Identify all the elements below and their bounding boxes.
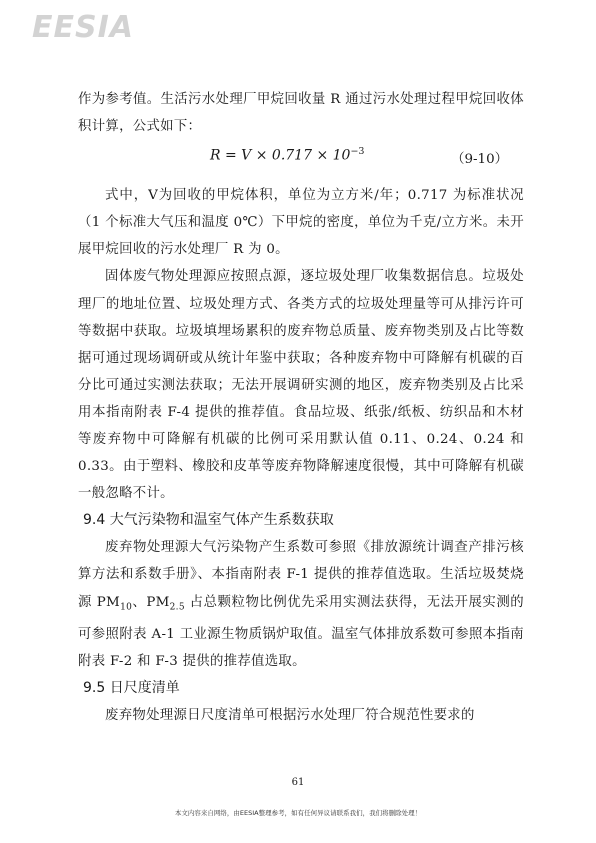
equation-9-10 <box>78 140 524 182</box>
paragraph-variable-definition: 式中，V为回收的甲烷体积，单位为立方米/年；0.717 为标准状况（1 个标准大气压和温度 0℃）下甲烷的密度，单位为千克/立方米。未开展甲烷回收的污水处理厂 R 为 0。 <box>78 188 524 258</box>
equation-expression: $R = V \times 0.717 \times 10^{-3}$ <box>210 146 365 164</box>
eesia-watermark-logo: EESIA <box>32 10 134 45</box>
equation-number: （9-10） <box>451 152 508 168</box>
paragraph-solid-waste: 固体废气物处理源应按照点源，逐垃圾处理厂收集数据信息。垃圾处理厂的地址位置、垃圾处理方式、各类方式的垃圾处理量等可从排污许可等数据中获取。垃圾填埋场累积的废弃物总质量、废弃物类别及占比等数据可通过现场调研或从统计年鉴中获取；各种废弃物中可降解有机碳的百分比可通过实测法获取；无法开展调研实测的地区，废弃物类别及占比采用本指南附表 F-4 提供的推荐值。食品垃圾、纸张/纸板、纺织品和木材等废弃物中可降解有机碳的比例可采用默认值 0.11、0.24、0.24 和 0.33。由于塑料、橡胶和皮革等废弃物降解速度很慢，其中可降解有机碳一般忽略不计。 <box>78 269 524 502</box>
paragraph-methane-recovery: 作为参考值。生活污水处理厂甲烷回收量 R 通过污水处理过程甲烷回收体积计算，公式如下： <box>78 92 524 135</box>
footer-disclaimer: 本文内容来自网络，由EESIA整理参考，如有任何异议请联系我们，我们将删除处理！ <box>174 809 422 817</box>
document-body <box>78 86 524 730</box>
section-heading-9-5: 9.5 日尺度清单 <box>83 680 180 697</box>
page-number: 61 <box>291 777 305 788</box>
section-heading-9-4: 9.4 大气污染物和温室气体产生系数获取 <box>83 512 334 529</box>
paragraph-daily-inventory: 废弃物处理源日尺度清单可根据污水处理厂符合规范性要求的 <box>105 708 475 724</box>
paragraph-emission-factors: 废弃物处理源大气污染物产生系数可参照《排放源统计调查产排污核算方法和系数手册》、本指南附表 F-1 提供的推荐值选取。生活垃圾焚烧源 $PM_{10}$、$PM_{2.5}$ 占总颗粒物比例优先采用实测法获得，无法开展实测的可参照附表 A-1 工业源生物质锅炉取值。温室气体排放系数可参照本指南附表 F-2 和 F-3 提供的推荐值选取。 <box>78 540 524 670</box>
